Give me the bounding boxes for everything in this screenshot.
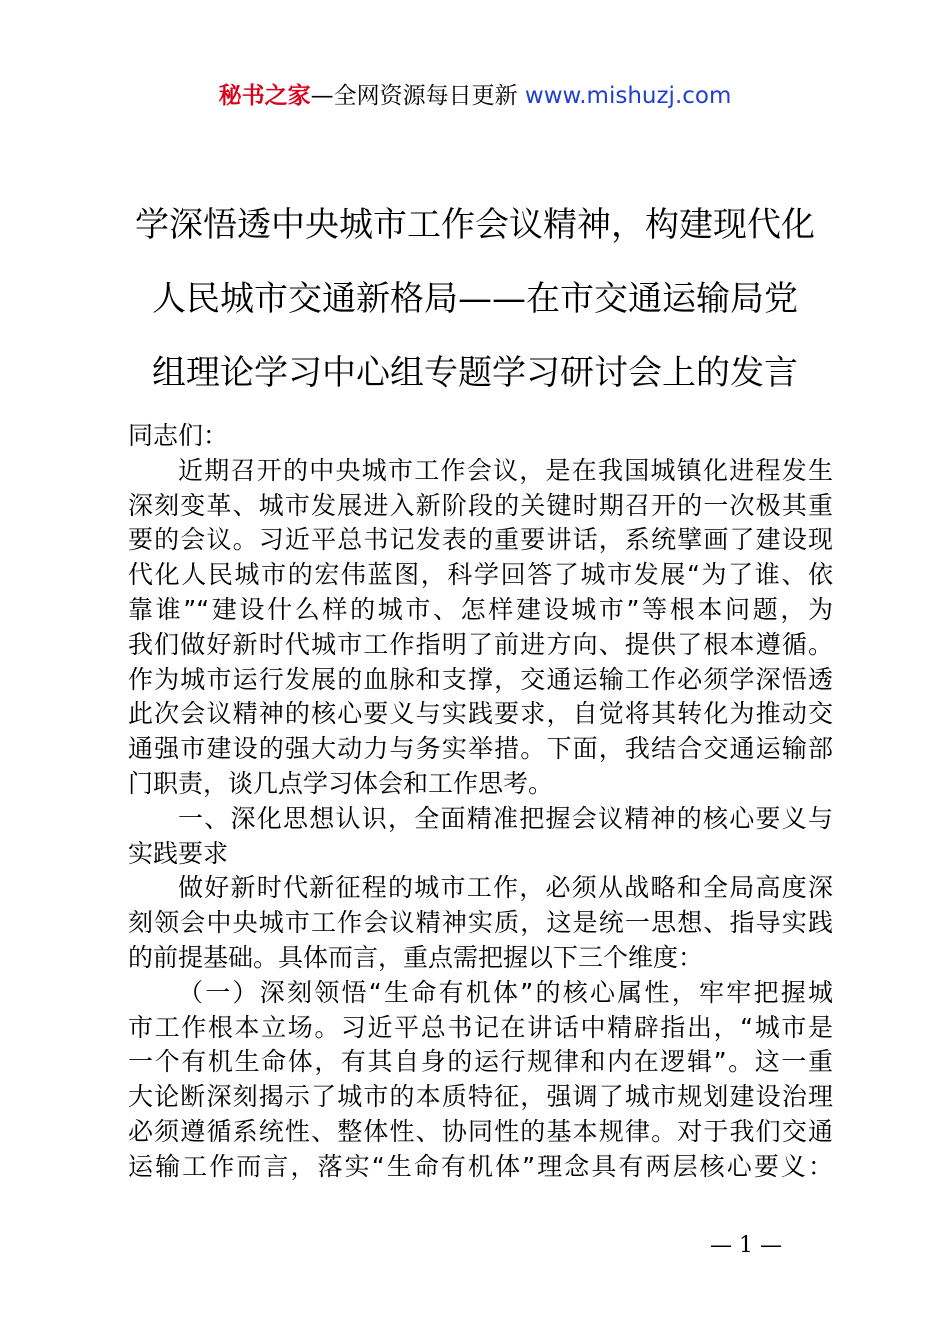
- paragraph-line: 要的会议。习近平总书记发表的重要讲话，系统擘画了建设现: [128, 525, 833, 555]
- paragraph-line: 必须遵循系统性、整体性、协同性的基本规律。对于我们交通: [128, 1116, 833, 1146]
- paragraph-line: 的前提基础。具体而言，重点需把握以下三个维度：: [128, 942, 704, 972]
- paragraph-line: 靠谁”“建设什么样的城市、怎样建设城市”等根本问题，为: [128, 594, 833, 624]
- paragraph-line: 作为城市运行发展的血脉和支撑，交通运输工作必须学深悟透: [128, 664, 833, 694]
- paragraph-line: 深刻变革、城市发展进入新阶段的关键时期召开的一次极其重: [128, 490, 833, 520]
- paragraph-line: 一个有机生命体，有其自身的运行规律和内在逻辑”。这一重: [128, 1047, 833, 1077]
- paragraph-line: 通强市建设的强大动力与务实举措。下面，我结合交通运输部: [128, 734, 833, 764]
- title-line: 组理论学习中心组专题学习研讨会上的发言: [152, 353, 798, 393]
- section-heading: 一、深化思想认识，全面精准把握会议精神的核心要义与: [178, 803, 833, 833]
- site-url[interactable]: www.mishuzj.com: [524, 83, 732, 109]
- paragraph-line: 刻领会中央城市工作会议精神实质，这是统一思想、指导实践: [128, 908, 833, 938]
- paragraph-line: 运输工作而言，落实“生命有机体”理念具有两层核心要义：: [128, 1151, 833, 1181]
- paragraph-line: （一）深刻领悟“生命有机体”的核心属性，牢牢把握城: [178, 977, 833, 1007]
- title-line: 人民城市交通新格局——在市交通运输局党: [152, 279, 798, 319]
- paragraph-line: 我们做好新时代城市工作指明了前进方向、提供了根本遵循。: [128, 629, 833, 659]
- paragraph-line: 代化人民城市的宏伟蓝图，科学回答了城市发展“为了谁、依: [128, 560, 833, 590]
- site-header: [0, 80, 950, 112]
- paragraph-line: 门职责，谈几点学习体会和工作思考。: [128, 768, 554, 798]
- salutation: 同志们：: [128, 421, 229, 450]
- page-number: — 1 —: [710, 1233, 782, 1258]
- site-brand: 秘书之家: [218, 83, 311, 109]
- paragraph-line: 近期召开的中央城市工作会议，是在我国城镇化进程发生: [178, 455, 833, 485]
- title-line: 学深悟透中央城市工作会议精神，构建现代化: [135, 205, 815, 245]
- section-heading: 实践要求: [128, 838, 229, 868]
- site-slogan: —全网资源每日更新: [310, 83, 525, 109]
- paragraph-line: 做好新时代新征程的城市工作，必须从战略和全局高度深: [178, 873, 833, 903]
- paragraph-line: 大论断深刻揭示了城市的本质特征，强调了城市规划建设治理: [128, 1082, 833, 1112]
- document-title: [110, 188, 840, 410]
- paragraph-line: 市工作根本立场。习近平总书记在讲话中精辟指出，“城市是: [128, 1012, 833, 1042]
- document-body: [128, 419, 833, 1185]
- paragraph-line: 此次会议精神的核心要义与实践要求，自觉将其转化为推动交: [128, 699, 833, 729]
